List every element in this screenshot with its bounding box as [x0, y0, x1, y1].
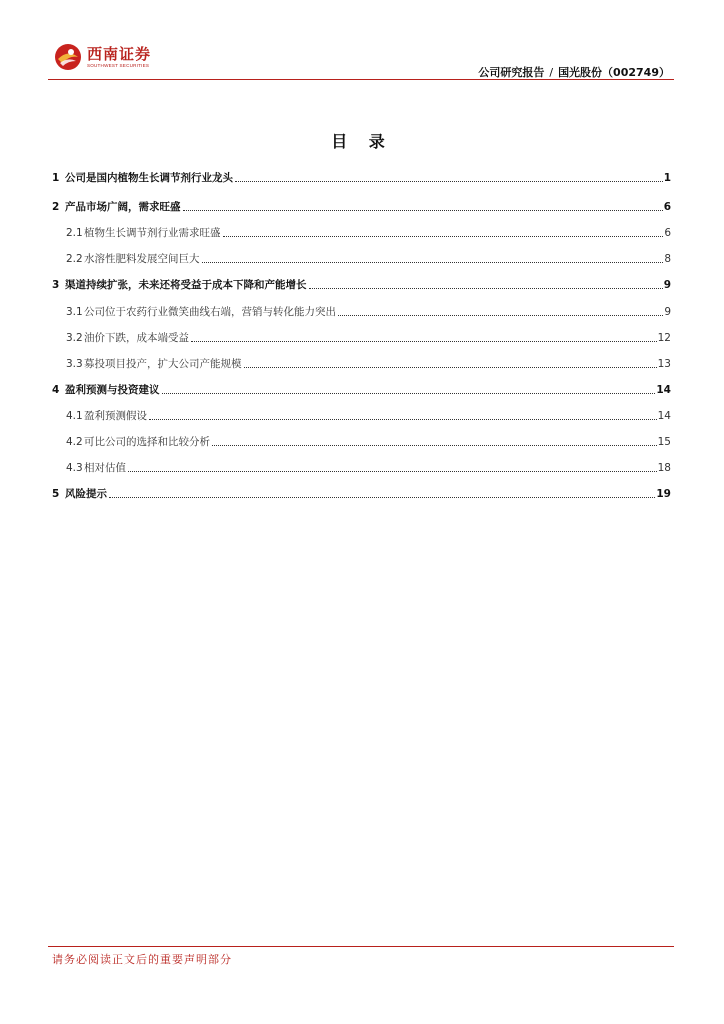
toc-entry-number: 5 — [52, 488, 60, 500]
toc-subsection-entry[interactable] — [66, 304, 671, 320]
toc-entry-number: 3 — [52, 279, 60, 291]
toc-entry-number: 2.1 — [66, 227, 83, 239]
toc-subsection-entry[interactable] — [66, 251, 671, 267]
toc-dot-leader — [162, 392, 656, 394]
toc-entry-number: 4.1 — [66, 410, 83, 422]
toc-page-number: 19 — [656, 488, 671, 500]
toc-section-entry[interactable] — [52, 199, 671, 215]
toc-entry-title: 油价下跌，成本端受益 — [84, 332, 189, 344]
toc-entry-number: 1 — [52, 172, 60, 184]
toc-entry-title: 可比公司的选择和比较分析 — [84, 436, 210, 448]
toc-page-number: 13 — [657, 358, 671, 370]
toc-entry-number: 3.2 — [66, 332, 83, 344]
toc-dot-leader — [309, 287, 663, 289]
toc-entry-title: 渠道持续扩张，未来还将受益于成本下降和产能增长 — [65, 279, 307, 291]
toc-subsection-entry[interactable] — [66, 225, 671, 241]
toc-page-number: 9 — [664, 306, 671, 318]
toc-dot-leader — [338, 314, 663, 316]
toc-page-number: 12 — [657, 332, 671, 344]
company-name-code: 国光股份（002749） — [558, 66, 670, 79]
toc-entry-title: 募投项目投产，扩大公司产能规模 — [84, 358, 242, 370]
toc-entry-number: 4.3 — [66, 462, 83, 474]
toc-entry-number: 4.2 — [66, 436, 83, 448]
toc-page-number: 6 — [663, 201, 671, 213]
toc-page-number: 1 — [663, 172, 671, 184]
logo-english-text: SOUTHWEST SECURITIES — [87, 63, 150, 68]
toc-entry-number: 3.1 — [66, 306, 83, 318]
toc-page-number: 18 — [657, 462, 671, 474]
toc-entry-title: 盈利预测与投资建议 — [65, 384, 160, 396]
logo-chinese-text: 西南证券 — [87, 45, 152, 63]
report-identifier — [478, 64, 670, 80]
toc-entry-number: 2 — [52, 201, 60, 213]
toc-entry-title: 相对估值 — [84, 462, 126, 474]
toc-dot-leader — [128, 470, 657, 472]
toc-dot-leader — [223, 235, 664, 237]
toc-subsection-entry[interactable] — [66, 356, 671, 372]
toc-subsection-entry[interactable] — [66, 408, 671, 424]
toc-entry-number: 4 — [52, 384, 60, 396]
toc-dot-leader — [235, 180, 663, 182]
toc-title: 目 录 — [331, 132, 393, 151]
toc-page-number: 8 — [664, 253, 671, 265]
toc-entry-number: 2.2 — [66, 253, 83, 265]
toc-page-number: 15 — [657, 436, 671, 448]
toc-page-number: 14 — [657, 410, 671, 422]
toc-entry-title: 盈利预测假设 — [84, 410, 147, 422]
toc-entry-title: 公司是国内植物生长调节剂行业龙头 — [65, 172, 233, 184]
toc-section-entry[interactable] — [52, 170, 671, 186]
logo-emblem-icon — [54, 43, 82, 71]
toc-entry-number: 3.3 — [66, 358, 83, 370]
toc-page-number: 9 — [663, 279, 671, 291]
toc-page-number: 14 — [656, 384, 671, 396]
page-header — [0, 0, 724, 82]
toc-dot-leader — [202, 261, 664, 263]
toc-dot-leader — [244, 366, 657, 368]
toc-section-entry[interactable] — [52, 486, 671, 502]
toc-entry-title: 公司位于农药行业微笑曲线右端，营销与转化能力突出 — [84, 306, 336, 318]
toc-subsection-entry[interactable] — [66, 434, 671, 450]
toc-entry-title: 植物生长调节剂行业需求旺盛 — [84, 227, 221, 239]
toc-subsection-entry[interactable] — [66, 330, 671, 346]
toc-dot-leader — [191, 340, 657, 342]
toc-entry-title: 产品市场广阔，需求旺盛 — [65, 201, 181, 213]
footer-divider — [48, 946, 674, 947]
toc-page-number: 6 — [664, 227, 671, 239]
toc-entry-title: 水溶性肥料发展空间巨大 — [84, 253, 200, 265]
toc-dot-leader — [183, 209, 663, 211]
report-type: 公司研究报告 — [478, 66, 545, 79]
toc-entry-title: 风险提示 — [65, 488, 107, 500]
toc-section-entry[interactable] — [52, 277, 671, 293]
toc-subsection-entry[interactable] — [66, 460, 671, 476]
toc-dot-leader — [109, 496, 655, 498]
header-separator: / — [549, 66, 554, 79]
toc-dot-leader — [149, 418, 657, 420]
company-logo — [54, 43, 164, 75]
toc-section-entry[interactable] — [52, 382, 671, 398]
toc-dot-leader — [212, 444, 657, 446]
footer-disclaimer: 请务必阅读正文后的重要声明部分 — [52, 953, 232, 966]
header-divider — [48, 79, 674, 80]
